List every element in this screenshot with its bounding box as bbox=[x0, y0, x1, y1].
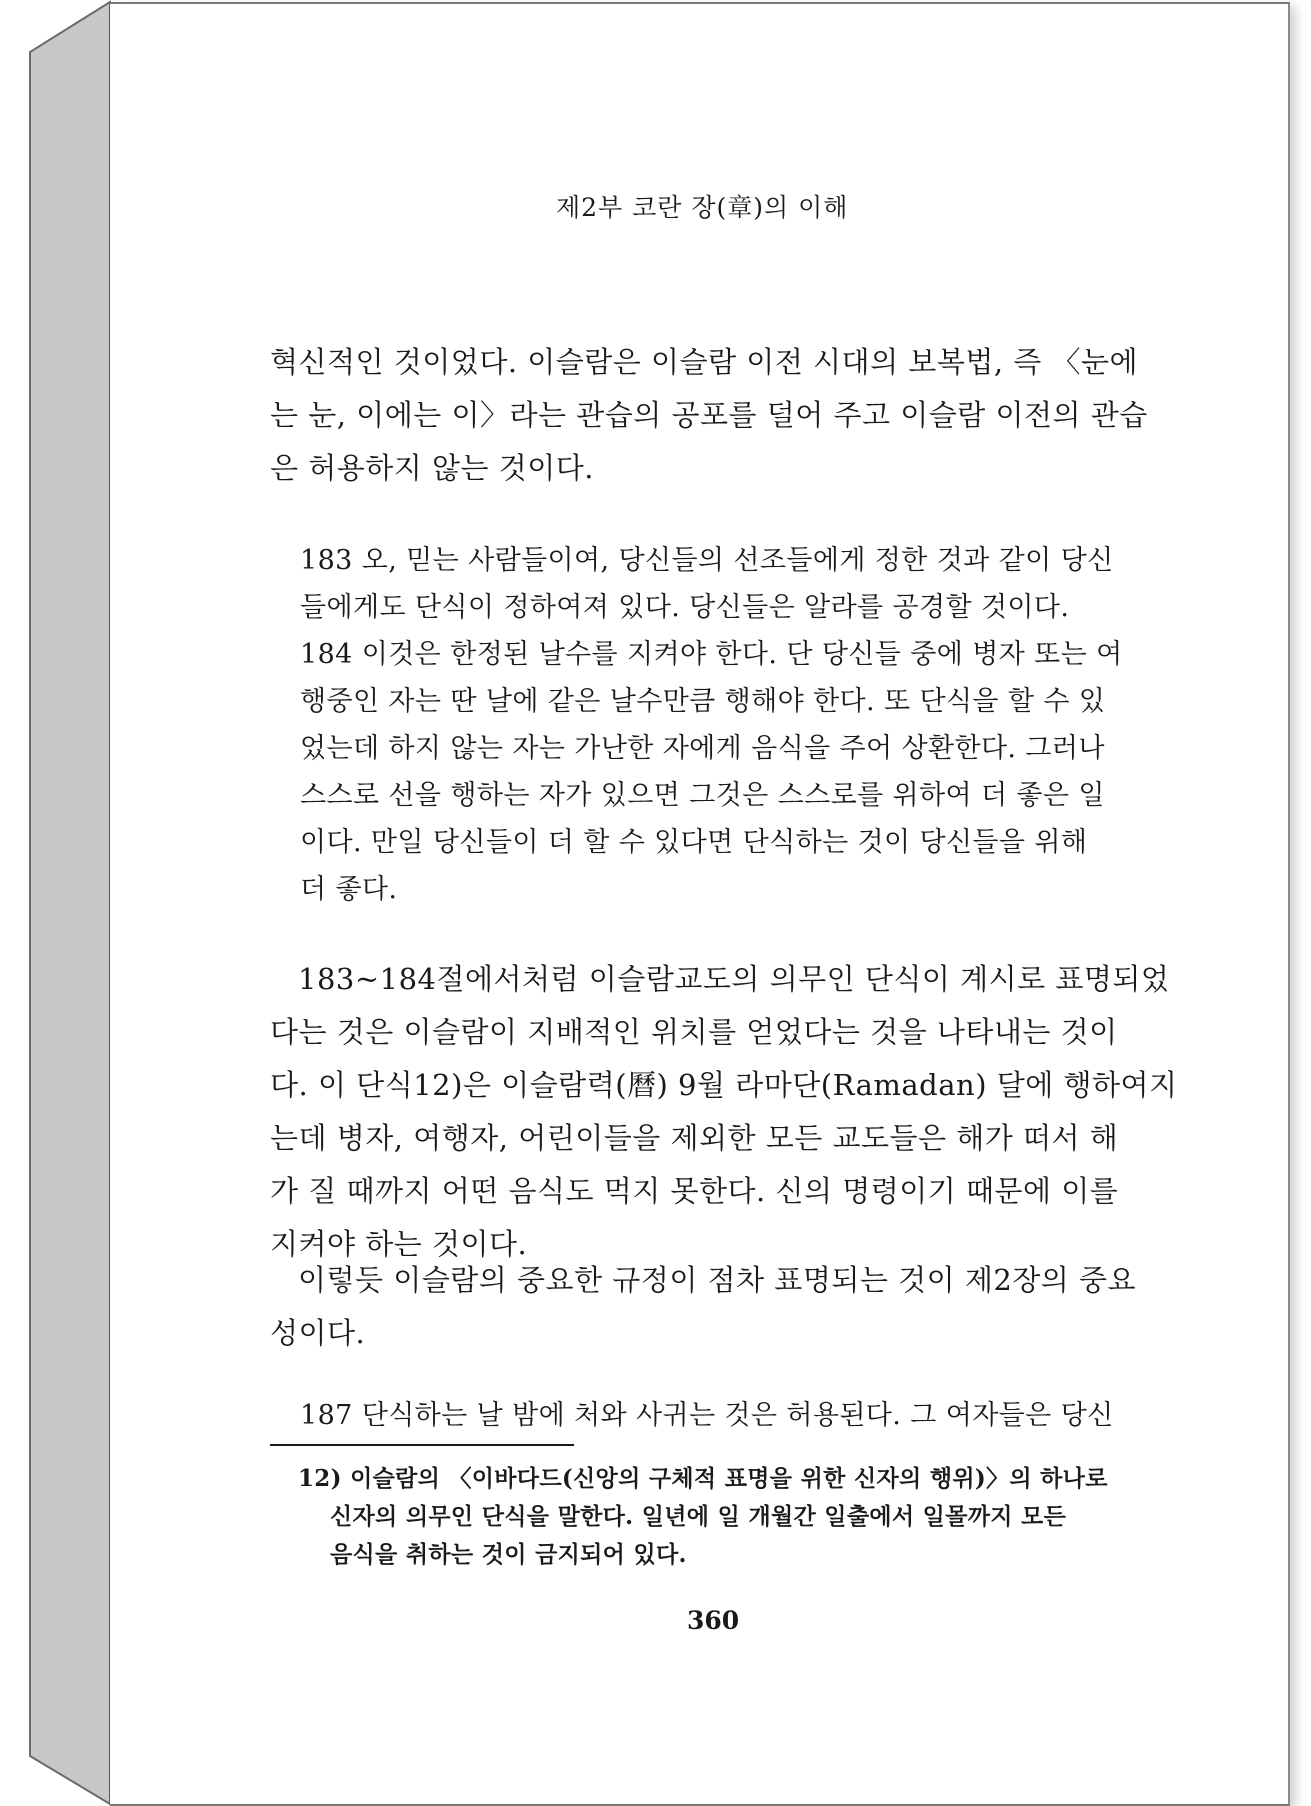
text-line: 는 눈, 이에는 이〉라는 관습의 공포를 덜어 주고 이슬람 이전의 관습 bbox=[270, 398, 1148, 432]
verse-line: 스스로 선을 행하는 자가 있으면 그것은 스스로를 위하여 더 좋은 일 bbox=[300, 780, 1105, 811]
verse-line: 183 오, 믿는 사람들이여, 당신들의 선조들에게 정한 것과 같이 당신 bbox=[300, 545, 1114, 576]
verse-line: 행중인 자는 딴 날에 같은 날수만큼 행해야 한다. 또 단식을 할 수 있 bbox=[300, 686, 1106, 717]
verse-line: 이다. 만일 당신들이 더 할 수 있다면 단식하는 것이 당신들을 위해 bbox=[300, 827, 1088, 858]
verse-line: 184 이것은 한정된 날수를 지켜야 한다. 단 당신들 중에 병자 또는 여 bbox=[300, 639, 1123, 670]
verse-line: 더 좋다. bbox=[300, 874, 398, 905]
text-line: 지켜야 하는 것이다. bbox=[270, 1227, 528, 1261]
footnote-rule bbox=[270, 1444, 574, 1446]
text-line: 는데 병자, 여행자, 어린이들을 제외한 모든 교도들은 해가 떠서 해 bbox=[270, 1121, 1119, 1155]
text-line: 은 허용하지 않는 것이다. bbox=[270, 451, 595, 485]
verse-line: 들에게도 단식이 정하여져 있다. 당신들은 알라를 공경할 것이다. bbox=[300, 592, 1070, 623]
verse-line: 187 단식하는 날 밤에 처와 사귀는 것은 허용된다. 그 여자들은 당신 bbox=[300, 1400, 1114, 1431]
page-number: 360 bbox=[687, 1606, 740, 1635]
text-line: 다. 이 단식12)은 이슬람력(曆) 9월 라마단(Ramadan) 달에 행하여지 bbox=[270, 1068, 1178, 1102]
footnote-line: 음식을 취하는 것이 금지되어 있다. bbox=[330, 1541, 687, 1568]
text-line: 혁신적인 것이었다. 이슬람은 이슬람 이전 시대의 보복법, 즉 〈눈에 bbox=[270, 345, 1139, 379]
footnote-line: 신자의 의무인 단식을 말한다. 일년에 일 개월간 일출에서 일몰까지 모든 bbox=[330, 1503, 1067, 1530]
book-page bbox=[110, 2, 1290, 1806]
text-line: 183~184절에서처럼 이슬람교도의 의무인 단식이 계시로 표명되었 bbox=[298, 962, 1170, 996]
running-header: 제2부 코란 장(章)의 이해 bbox=[556, 193, 849, 222]
text-line: 성이다. bbox=[270, 1316, 366, 1350]
footnote-line: 12) 이슬람의 〈이바다드(신앙의 구체적 표명을 위한 신자의 행위)〉의 하나로 bbox=[298, 1465, 1108, 1492]
text-line: 이렇듯 이슬람의 중요한 규정이 점차 표명되는 것이 제2장의 중요 bbox=[298, 1263, 1137, 1297]
verse-line: 었는데 하지 않는 자는 가난한 자에게 음식을 주어 상환한다. 그러나 bbox=[300, 733, 1105, 764]
text-line: 가 질 때까지 어떤 음식도 먹지 못한다. 신의 명령이기 때문에 이를 bbox=[270, 1174, 1119, 1208]
text-line: 다는 것은 이슬람이 지배적인 위치를 얻었다는 것을 나타내는 것이 bbox=[270, 1015, 1118, 1049]
